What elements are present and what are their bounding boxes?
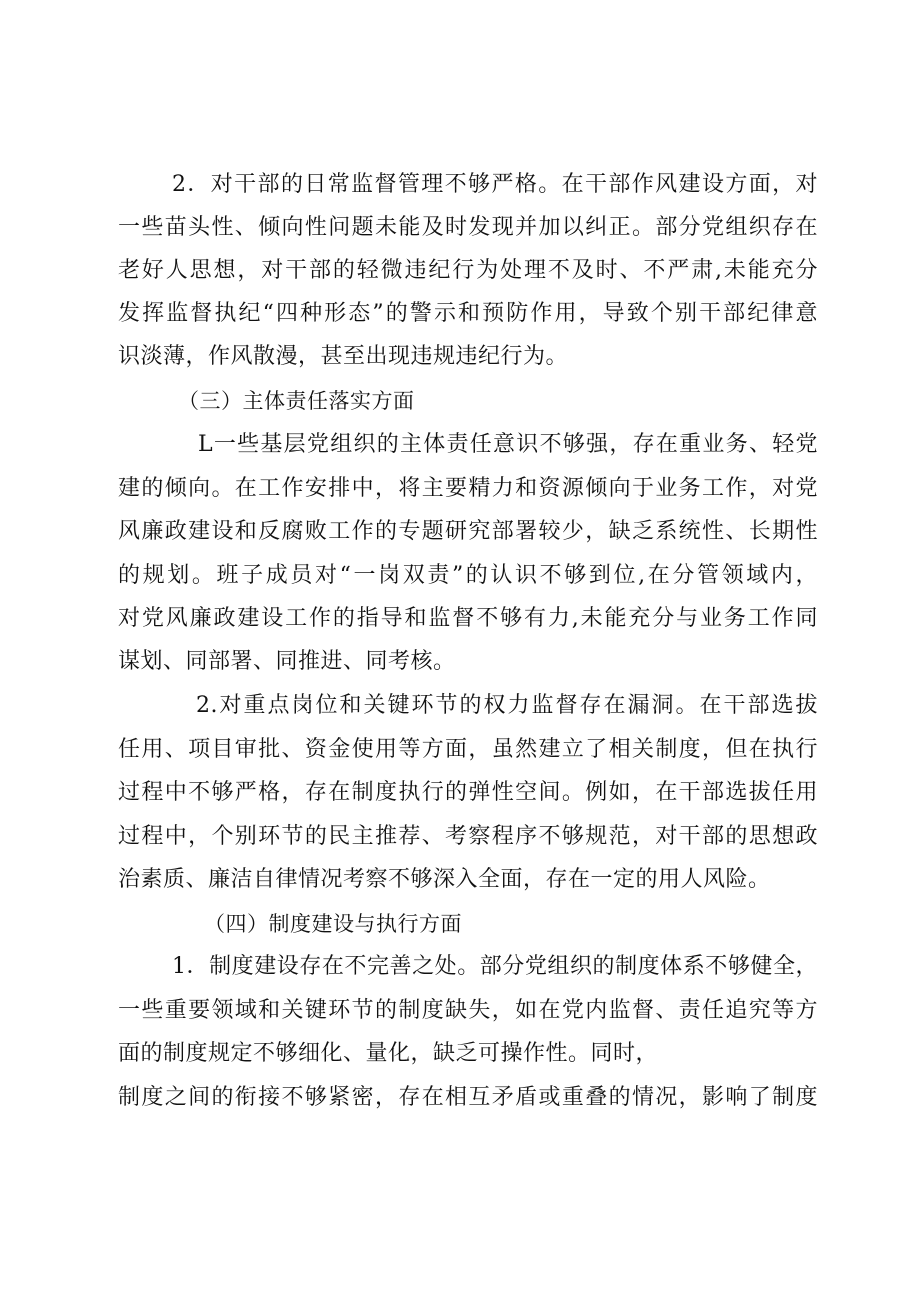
text-line: 1．制度建设存在不完善之处。部分党组织的制度体系不够健全， [172,954,818,979]
text-line: 的规划。班子成员对“一岗双责”的认识不够到位,在分管领域内， [118,563,818,588]
text-line: 识淡薄，作风散漫，甚至出现违规违纪行为。 [118,344,569,369]
text-line: 建的倾向。在工作安排中，将主要精力和资源倾向于业务工作，对党 [118,476,818,501]
text-line: 老好人思想，对干部的轻微违纪行为处理不及时、不严肃,未能充分 [118,258,818,283]
text-line: 面的制度规定不够细化、量化，缺乏可操作性。同时， [118,1041,659,1066]
text-line: 对党风廉政建设工作的指导和监督不够有力,未能充分与业务工作同 [118,606,818,631]
text-line: L一些基层党组织的主体责任意识不够强，存在重业务、轻党 [198,432,818,457]
text-line: 风廉政建设和反腐败工作的专题研究部署较少，缺乏系统性、长期性 [118,519,818,544]
text-line: 任用、项目审批、资金使用等方面，虽然建立了相关制度，但在执行 [118,737,818,762]
text-line: 一些苗头性、倾向性问题未能及时发现并加以纠正。部分党组织存在 [118,215,818,240]
text-line: 治素质、廉洁自律情况考察不够深入全面，存在一定的用人风险。 [118,867,771,892]
section-heading: （四）制度建设与执行方面 [204,912,462,936]
section-heading: （三）主体责任落实方面 [178,389,415,413]
text-line: 2.对重点岗位和关键环节的权力监督存在漏洞。在干部选拔 [196,693,818,718]
text-line: 一些重要领域和关键环节的制度缺失，如在党内监督、责任追究等方 [118,998,818,1023]
text-line: 谋划、同部署、同推进、同考核。 [118,649,456,674]
text-line: 过程中，个别环节的民主推荐、考察程序不够规范，对干部的思想政 [118,824,818,849]
text-line: 2．对干部的日常监督管理不够严格。在干部作风建设方面，对 [172,172,818,197]
text-line: 发挥监督执纪“四种形态”的警示和预防作用，导致个别干部纪律意 [118,301,818,326]
text-line: 制度之间的衔接不够紧密，存在相互矛盾或重叠的情况，影响了制度 [118,1085,818,1110]
text-line: 过程中不够严格，存在制度执行的弹性空间。例如，在干部选拔任用 [118,780,818,805]
